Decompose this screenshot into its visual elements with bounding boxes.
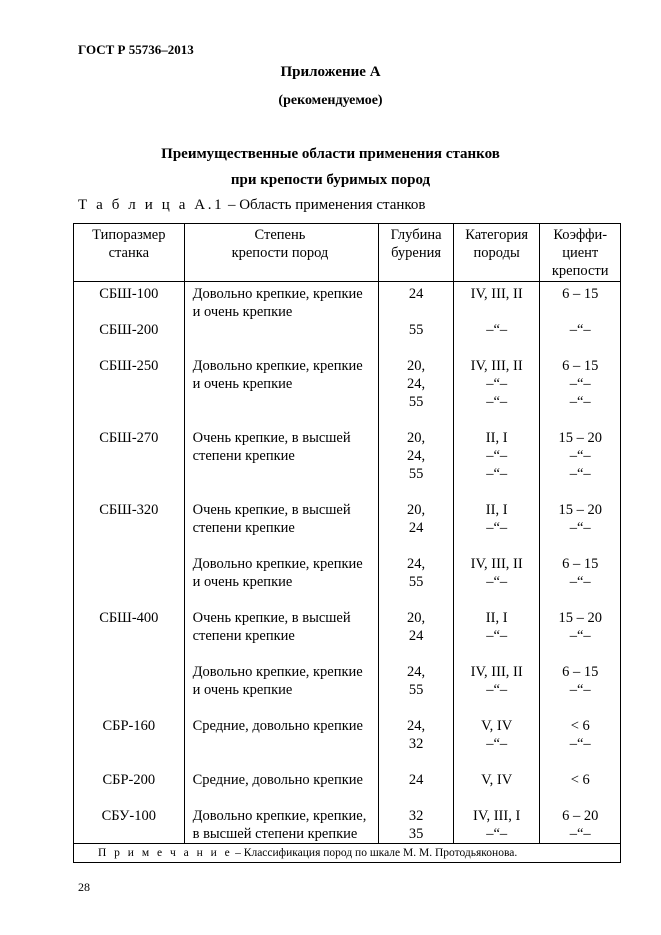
spacer-cell [184, 483, 379, 501]
cell-line: –“– [486, 394, 508, 410]
cell-depth [379, 717, 454, 753]
cell-strength [184, 321, 379, 339]
table-body [74, 282, 621, 844]
cell-line: 55 [408, 322, 424, 338]
cell-line: II, I [485, 610, 508, 626]
spacer-cell [453, 645, 540, 663]
spacer-cell [453, 699, 540, 717]
header-coefficient: Коэффи- циент крепости [540, 224, 621, 282]
cell-line: –“– [569, 466, 591, 482]
cell-line: V, IV [481, 772, 513, 788]
table-row [74, 717, 621, 753]
cell-strength [184, 807, 379, 844]
cell-coef [540, 555, 621, 591]
table-spacer-row [74, 339, 621, 357]
cell-strength [184, 663, 379, 699]
cell-category [453, 663, 540, 699]
cell-model [74, 609, 185, 645]
cell-line: 24, [407, 376, 426, 392]
spacer-cell [74, 699, 185, 717]
spacer-cell [540, 645, 621, 663]
cell-line: Довольно крепкие, крепкие [192, 286, 363, 302]
spacer-cell [540, 411, 621, 429]
spacer-cell [74, 645, 185, 663]
cell-coef [540, 717, 621, 753]
table-spacer-row [74, 537, 621, 555]
cell-coef [540, 663, 621, 699]
cell-line: Очень крепкие, в высшей [192, 610, 351, 626]
cell-line: 6 – 20 [562, 808, 599, 824]
cell-line: –“– [569, 394, 591, 410]
spacer-cell [453, 483, 540, 501]
cell-line: степени крепкие [192, 520, 295, 536]
spacer-cell [74, 411, 185, 429]
cell-coef [540, 321, 621, 339]
cell-coef [540, 357, 621, 411]
cell-line: Очень крепкие, в высшей [192, 430, 351, 446]
cell-model [74, 501, 185, 537]
cell-line: 24 [408, 772, 424, 788]
cell-depth [379, 609, 454, 645]
cell-coef [540, 282, 621, 322]
spacer-cell [184, 645, 379, 663]
cell-line: –“– [486, 682, 508, 698]
cell-model [74, 771, 185, 789]
spacer-cell [74, 483, 185, 501]
cell-line: 20, [407, 430, 426, 446]
spacer-cell [74, 753, 185, 771]
cell-line: и очень крепкие [192, 682, 293, 698]
spacer-cell [74, 789, 185, 807]
spacer-cell [184, 699, 379, 717]
cell-category [453, 807, 540, 844]
spacer-cell [379, 411, 454, 429]
cell-line: IV, III, II [470, 664, 523, 680]
cell-line: 20, [407, 358, 426, 374]
cell-line: IV, III, II [470, 358, 523, 374]
table-row [74, 771, 621, 789]
document-code: ГОСТ Р 55736–2013 [78, 42, 194, 57]
cell-line: Довольно крепкие, крепкие [192, 664, 363, 680]
spacer-cell [184, 411, 379, 429]
cell-category [453, 501, 540, 537]
table-note: П р и м е ч а н и е – Классификация пород по шкале М. М. Протодьяконова. [74, 844, 621, 863]
cell-model [74, 555, 185, 591]
cell-line: СБШ-250 [99, 358, 159, 374]
cell-line: и очень крепкие [192, 376, 293, 392]
cell-line: –“– [486, 520, 508, 536]
spacer-cell [379, 537, 454, 555]
cell-line: –“– [569, 376, 591, 392]
table-row [74, 609, 621, 645]
cell-line: 24, [407, 664, 426, 680]
cell-line: –“– [569, 826, 591, 842]
spacer-cell [453, 753, 540, 771]
cell-depth [379, 282, 454, 322]
cell-line: СБР-160 [102, 718, 156, 734]
cell-line: < 6 [570, 718, 590, 734]
spacer-cell [540, 591, 621, 609]
table-row [74, 321, 621, 339]
cell-depth [379, 321, 454, 339]
cell-depth [379, 771, 454, 789]
cell-line: –“– [486, 628, 508, 644]
cell-strength [184, 717, 379, 753]
spacer-cell [379, 645, 454, 663]
cell-line: 24, [407, 556, 426, 572]
cell-line: 32 [408, 736, 424, 752]
cell-line: степени крепкие [192, 628, 295, 644]
spacer-cell [453, 537, 540, 555]
cell-line: –“– [569, 682, 591, 698]
cell-line: и очень крепкие [192, 304, 293, 320]
spacer-cell [184, 753, 379, 771]
table-caption-text: – Область применения станков [224, 197, 426, 213]
cell-line: СБУ-100 [101, 808, 156, 824]
table-row [74, 357, 621, 411]
cell-line: СБШ-100 [99, 286, 159, 302]
spacer-cell [453, 591, 540, 609]
spacer-cell [379, 339, 454, 357]
cell-depth [379, 357, 454, 411]
cell-line: 6 – 15 [562, 358, 599, 374]
cell-coef [540, 807, 621, 844]
cell-line: IV, III, II [470, 286, 523, 302]
table-spacer-row [74, 591, 621, 609]
table-caption [78, 197, 426, 214]
appendix-kind: (рекомендуемое) [278, 93, 383, 108]
cell-strength [184, 282, 379, 322]
cell-depth [379, 663, 454, 699]
cell-depth [379, 807, 454, 844]
cell-line: 32 [408, 808, 424, 824]
cell-model [74, 807, 185, 844]
cell-strength [184, 609, 379, 645]
cell-category [453, 555, 540, 591]
cell-line: Очень крепкие, в высшей [192, 502, 351, 518]
cell-model [74, 429, 185, 483]
cell-model [74, 663, 185, 699]
cell-line: и очень крепкие [192, 574, 293, 590]
cell-line: 24 [408, 520, 424, 536]
spacer-cell [184, 537, 379, 555]
spacer-cell [184, 339, 379, 357]
cell-line: Довольно крепкие, крепкие, [192, 808, 367, 824]
cell-line: –“– [486, 736, 508, 752]
cell-strength [184, 429, 379, 483]
header-model: Типоразмер станка [74, 224, 185, 282]
cell-depth [379, 501, 454, 537]
cell-strength [184, 357, 379, 411]
spacer-cell [540, 537, 621, 555]
cell-line: –“– [569, 520, 591, 536]
spacer-cell [540, 789, 621, 807]
section-title-line1: Преимущественные области применения станков [161, 146, 500, 162]
cell-line: Средние, довольно крепкие [192, 718, 363, 734]
cell-line: 24, [407, 448, 426, 464]
spacer-cell [453, 339, 540, 357]
cell-line: 55 [408, 394, 424, 410]
cell-line: степени крепкие [192, 448, 295, 464]
cell-strength [184, 501, 379, 537]
table-row [74, 555, 621, 591]
cell-model [74, 717, 185, 753]
cell-line: IV, III, II [470, 556, 523, 572]
table-spacer-row [74, 645, 621, 663]
cell-line: СБШ-200 [99, 322, 159, 338]
cell-line: V, IV [481, 718, 513, 734]
cell-line: 6 – 15 [562, 556, 599, 572]
section-title-line2: при крепости буримых пород [230, 172, 431, 188]
spacer-cell [184, 789, 379, 807]
spacer-cell [74, 591, 185, 609]
cell-line: –“– [486, 322, 508, 338]
cell-category [453, 321, 540, 339]
spacer-cell [540, 339, 621, 357]
table-row [74, 663, 621, 699]
cell-line: –“– [569, 448, 591, 464]
header-depth: Глубина бурения [379, 224, 454, 282]
cell-coef [540, 429, 621, 483]
spacer-cell [379, 789, 454, 807]
table-spacer-row [74, 483, 621, 501]
cell-line: IV, III, I [473, 808, 521, 824]
table-note-row [74, 844, 621, 863]
cell-category [453, 429, 540, 483]
cell-line: 35 [408, 826, 424, 842]
cell-category [453, 717, 540, 753]
cell-model [74, 357, 185, 411]
spacer-cell [184, 591, 379, 609]
cell-line: 15 – 20 [558, 430, 602, 446]
cell-line: 24 [408, 286, 424, 302]
cell-line: –“– [486, 826, 508, 842]
cell-coef [540, 501, 621, 537]
cell-depth [379, 555, 454, 591]
table-row [74, 282, 621, 322]
cell-line: –“– [486, 466, 508, 482]
cell-line: СБШ-400 [99, 610, 159, 626]
cell-category [453, 771, 540, 789]
table-header-row [74, 224, 621, 282]
header-strength: Степень крепости пород [184, 224, 379, 282]
cell-line: СБР-200 [102, 772, 156, 788]
cell-line: < 6 [570, 772, 590, 788]
cell-line: Довольно крепкие, крепкие [192, 556, 363, 572]
spacer-cell [453, 411, 540, 429]
cell-strength [184, 555, 379, 591]
cell-line: Средние, довольно крепкие [192, 772, 363, 788]
spacer-cell [74, 339, 185, 357]
cell-category [453, 357, 540, 411]
table-spacer-row [74, 411, 621, 429]
cell-line: 20, [407, 610, 426, 626]
cell-line: Довольно крепкие, крепкие [192, 358, 363, 374]
cell-line: –“– [569, 574, 591, 590]
table-row [74, 501, 621, 537]
spacer-cell [379, 483, 454, 501]
table-spacer-row [74, 753, 621, 771]
cell-line: –“– [486, 574, 508, 590]
cell-line: 55 [408, 466, 424, 482]
cell-line: 24 [408, 628, 424, 644]
cell-coef [540, 771, 621, 789]
spacer-cell [540, 753, 621, 771]
cell-line: СБШ-320 [99, 502, 159, 518]
spacer-cell [540, 483, 621, 501]
cell-depth [379, 429, 454, 483]
table-spacer-row [74, 789, 621, 807]
cell-model [74, 282, 185, 322]
cell-line: 15 – 20 [558, 610, 602, 626]
cell-line: –“– [569, 628, 591, 644]
cell-line: 6 – 15 [562, 286, 599, 302]
cell-line: –“– [569, 322, 591, 338]
cell-line: в высшей степени крепкие [192, 826, 358, 842]
cell-line: 55 [408, 682, 424, 698]
cell-line: II, I [485, 502, 508, 518]
cell-line: 6 – 15 [562, 664, 599, 680]
spacer-cell [74, 537, 185, 555]
cell-line: 15 – 20 [558, 502, 602, 518]
spacer-cell [453, 789, 540, 807]
cell-line: –“– [569, 736, 591, 752]
application-table [73, 223, 621, 863]
spacer-cell [540, 699, 621, 717]
cell-line: –“– [486, 376, 508, 392]
table-caption-prefix: Т а б л и ц а А.1 [78, 197, 225, 213]
spacer-cell [379, 591, 454, 609]
cell-line: II, I [485, 430, 508, 446]
cell-strength [184, 771, 379, 789]
cell-model [74, 321, 185, 339]
page-number: 28 [78, 880, 90, 894]
header-category: Категория породы [453, 224, 540, 282]
cell-category [453, 282, 540, 322]
cell-line: 20, [407, 502, 426, 518]
spacer-cell [379, 699, 454, 717]
cell-line: СБШ-270 [99, 430, 159, 446]
cell-line: –“– [486, 448, 508, 464]
table-row [74, 429, 621, 483]
appendix-title: Приложение А [280, 64, 381, 80]
table-row [74, 807, 621, 844]
cell-coef [540, 609, 621, 645]
cell-category [453, 609, 540, 645]
cell-line: 24, [407, 718, 426, 734]
spacer-cell [379, 753, 454, 771]
cell-line: 55 [408, 574, 424, 590]
table-spacer-row [74, 699, 621, 717]
